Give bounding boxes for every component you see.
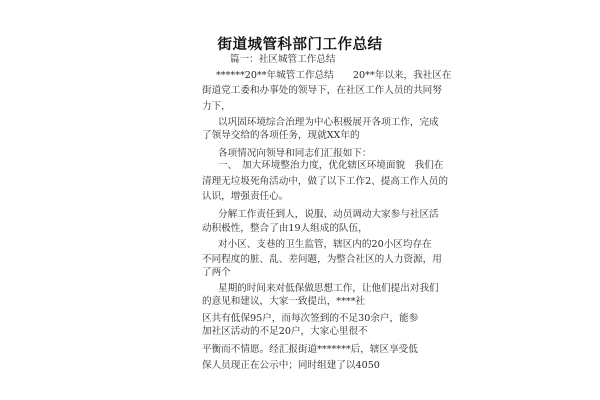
paragraph-line: 街道党工委和办事处的领导下，在社区工作人员的共同努 — [202, 85, 442, 96]
paragraph-line: 对小区、支巷的卫生监管，辖区内的20小区均存在 — [218, 239, 432, 250]
paragraph-line: 以巩固环境综合治理为中心积极展开各项工作，完成 — [218, 117, 439, 128]
document-title: 街道城管科部门工作总结 — [217, 37, 383, 53]
paragraph-line: 了领导交给的各项任务，现就XX年的 — [202, 130, 360, 141]
paragraph-line: 不同程度的脏、乱、差问题，为整合社区的人力资源，用 — [202, 254, 442, 265]
section-heading: 篇一：社区城管工作总结 — [230, 54, 336, 65]
paragraph-line: 保人员现正在公示中；同时组建了以4050 — [202, 360, 380, 371]
paragraph-line: 力下， — [202, 101, 231, 112]
paragraph-line: 分解工作责任到人，说服、动员调动大家参与社区活 — [218, 209, 439, 220]
paragraph-line: 清理无垃圾死角活动中，做了以下工作2、提高工作人员的 — [202, 176, 448, 187]
paragraph-line: 认识，增强责任心。 — [202, 191, 289, 202]
paragraph-line: ******20**年城管工作总结 20**年以来，我社区在 — [216, 70, 452, 81]
paragraph-line: 动积极性，整合了由19人组成的队伍， — [202, 223, 368, 234]
paragraph-line: 一、 加大环境整治力度，优化辖区环境面貌 我们在 — [218, 160, 444, 171]
paragraph-line: 星期的时间来对低保做思想工作，让他们提出对我们 — [218, 283, 439, 294]
paragraph-line: 了两个 — [202, 267, 231, 278]
paragraph-line: 区共有低保95户，而每次签到的不足30余户，能参 — [202, 313, 419, 324]
paragraph-line: 各项情况向领导和同志们汇报如下： — [218, 148, 372, 159]
paragraph-line: 加社区活动的不足20户，大家心里很不 — [202, 326, 368, 337]
paragraph-line: 平衡而不情愿。经汇报街道*******后，辖区享受低 — [202, 344, 418, 355]
paragraph-line: 的意见和建议，大家一致提出，****社 — [202, 296, 366, 307]
